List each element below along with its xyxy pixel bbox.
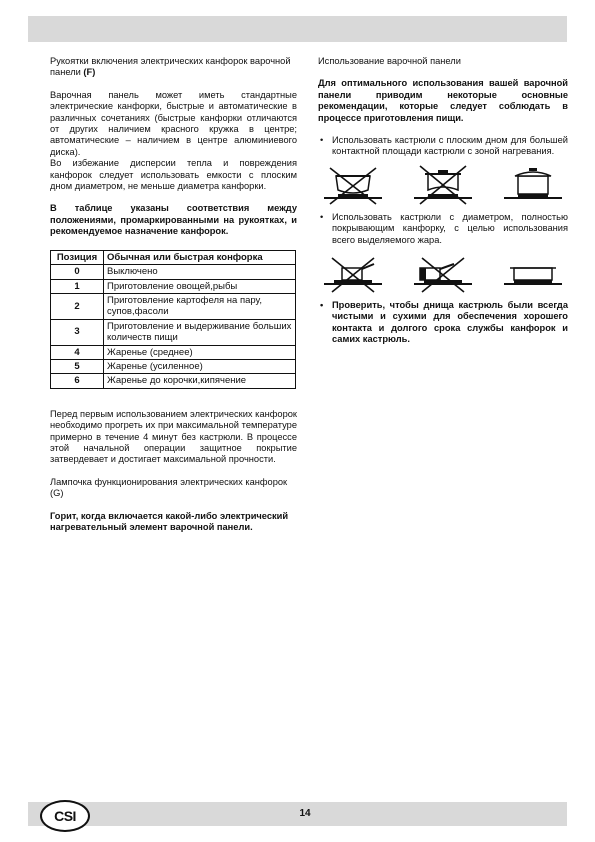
pan-size-illustrations	[318, 246, 568, 300]
position-cell: 0	[51, 265, 104, 279]
table-header-row	[51, 250, 296, 264]
cookware-paragraph: Во избежание дисперсии тепла и повреждения канфорок следует использовать емкости с плоским дном диаметром, не меньше диаметра канфорки.	[50, 158, 297, 192]
usage-cell: Приготовление и выдерживание больших количеств пищи	[104, 319, 296, 345]
table-row	[51, 293, 296, 319]
position-cell: 1	[51, 279, 104, 293]
table-row	[51, 279, 296, 293]
knobs-heading: Рукоятки включения электрических канфорок варочной панели (F)	[50, 56, 291, 78]
lamp-text: Горит, когда включается какой-либо электрический нагревательный элемент варочной панели.	[50, 510, 289, 532]
position-cell: 4	[51, 345, 104, 359]
list-item: • Использовать кастрюли с диаметром, полностью покрывающим канфорку, с целью использования всего выделяемого жара.	[318, 212, 568, 246]
warped-pan-crossed-icon	[324, 164, 382, 206]
table-row	[51, 359, 296, 373]
flat-pan-correct-icon	[504, 164, 562, 206]
lamp-heading: Лампочка функционирования электрических канфорок (G)	[50, 476, 288, 499]
right-column	[318, 56, 568, 346]
recommendations-list	[318, 135, 568, 158]
usage-cell: Жаренье (среднее)	[104, 345, 296, 359]
header-bar	[28, 16, 567, 42]
flat-bottom-illustrations	[318, 158, 568, 212]
offset-pan-crossed-icon	[414, 252, 472, 294]
list-item: • Проверить, чтобы днища кастрюль были всегда чистыми и сухими для обеспечения хорошего контакта и долгого срока службы канфорок и самих кастрюль.	[318, 300, 568, 346]
burner-types-paragraph: Варочная панель может иметь стандартные электрические канфорки, быстрые и автоматические в различных сочетаниях (быстрые канфорки отличаются от других наличием красного кружка в центре; автоматические – наличием в центре алюминиевого диска).	[50, 89, 297, 157]
recommendations-list-3	[318, 300, 568, 346]
position-cell: 2	[51, 293, 104, 319]
usage-cell: Выключено	[104, 265, 296, 279]
usage-heading: Использование варочной панели	[318, 56, 461, 66]
page-number: 14	[299, 808, 311, 819]
small-pan-crossed-icon	[324, 252, 382, 294]
matching-pan-correct-icon	[504, 252, 562, 294]
position-cell: 5	[51, 359, 104, 373]
usage-cell: Приготовление картофеля на пару, супов,фасоли	[104, 293, 296, 319]
usage-cell: Жаренье до корочки,кипячение	[104, 374, 296, 388]
first-use-paragraph: Перед первым использованием электрических канфорок необходимо прогреть их при максимальной температуре примерно в течение 4 минут без кастрюли. В процессе этой начальной операции защитное покрытие затвердевает и достигает максимальной прочности.	[50, 408, 297, 465]
table-intro: В таблице указаны соответствия между положениями, промаркированными на рукоятках, и рекомендуемое назначение канфорок.	[50, 203, 297, 237]
bulged-pan-crossed-icon	[414, 164, 472, 206]
list-item: • Использовать кастрюли с плоским дном для большей контактной площади кастрюли с зоной нагревания.	[318, 135, 568, 158]
brand-logo: CSI	[40, 800, 90, 832]
table-row	[51, 265, 296, 279]
recommendations-list-2	[318, 212, 568, 246]
column-header-position: Позиция	[51, 250, 104, 264]
positions-table	[50, 250, 296, 389]
column-header-burner: Обычная или быстрая конфорка	[104, 250, 296, 264]
position-cell: 6	[51, 374, 104, 388]
usage-intro: Для оптимального использования вашей варочной панели приводим некоторые основные рекомендации, которые следует соблюдать в процессе приготовления пищи.	[318, 78, 568, 123]
table-row	[51, 345, 296, 359]
table-row	[51, 319, 296, 345]
left-column	[50, 56, 297, 533]
position-cell: 3	[51, 319, 104, 345]
usage-cell: Приготовление овощей,рыбы	[104, 279, 296, 293]
table-row	[51, 374, 296, 388]
usage-cell: Жаренье (усиленное)	[104, 359, 296, 373]
